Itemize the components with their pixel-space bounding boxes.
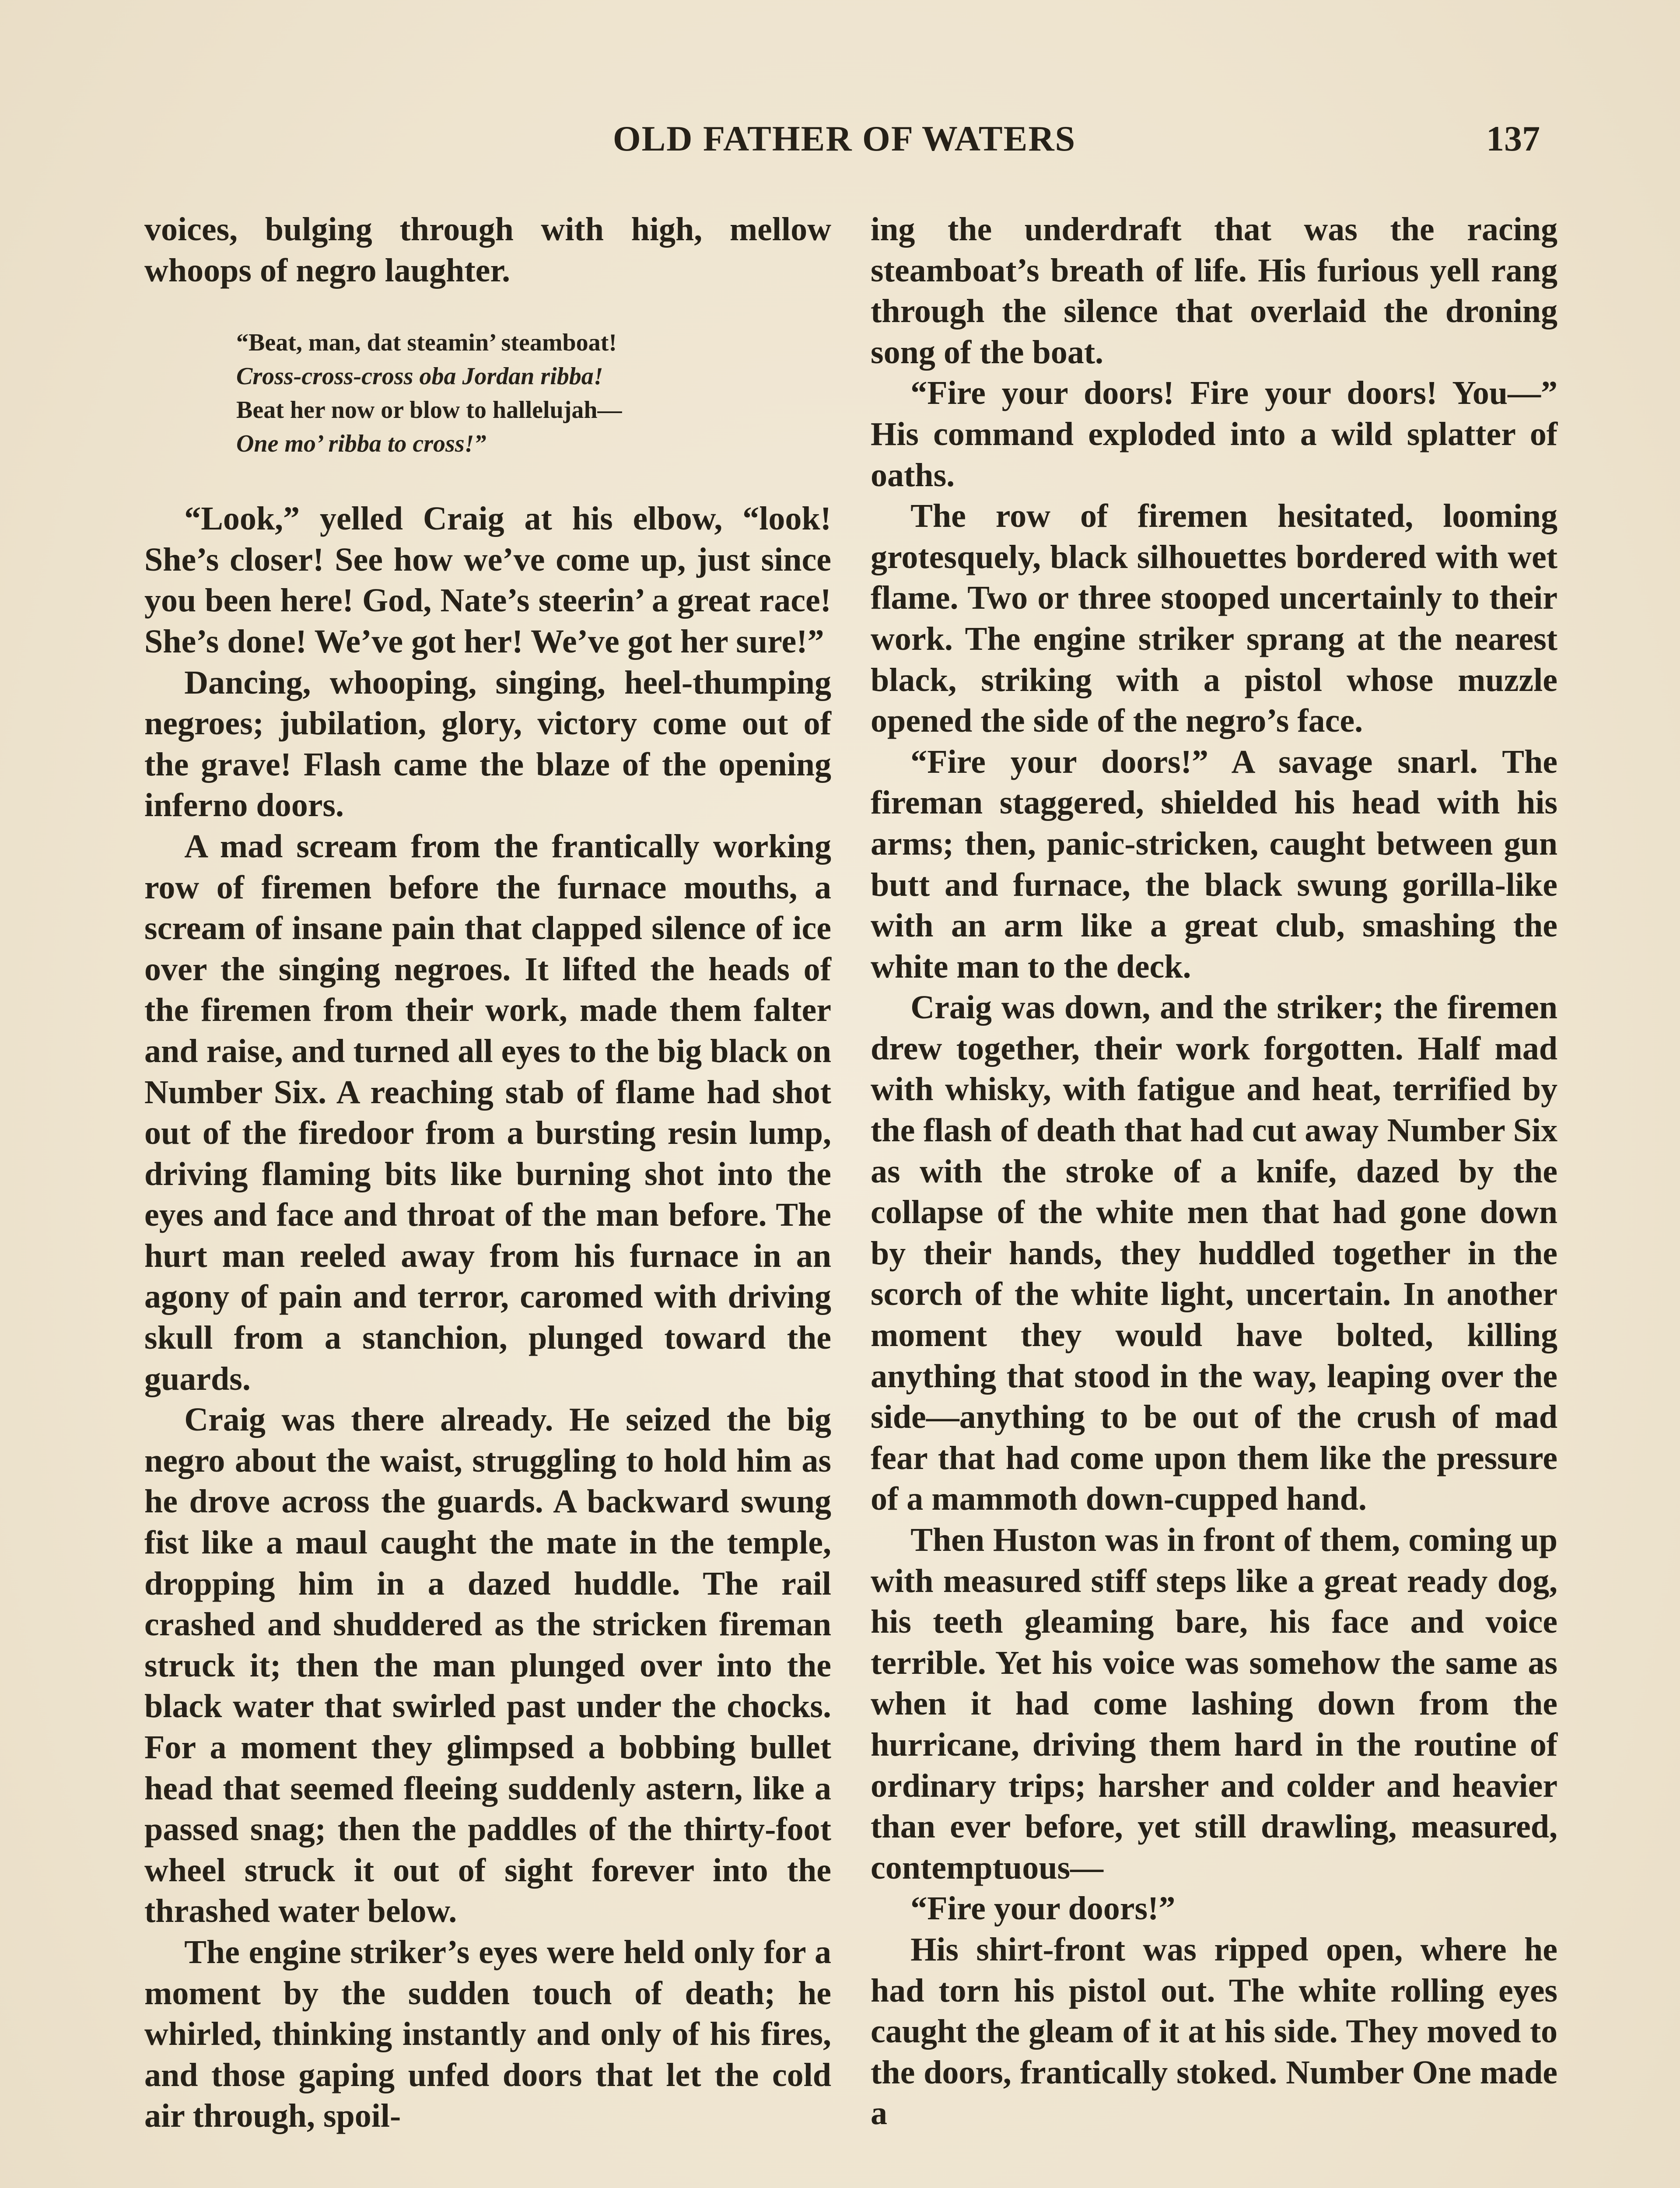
- paragraph: “Fire your doors!”: [910, 1890, 1176, 1927]
- paragraph: “Look,” yelled Craig at his elbow, “look! She’s closer! See how we’ve come up, just since you been here! God, Nate’s steerin’ a great race! She’s done! We’ve got her! We’ve got her sure!”: [144, 500, 831, 660]
- paragraph: Dancing, whooping, singing, heel-thumping negroes; jubilation, glory, victory come out of the grave! Flash came the blaze of the opening inferno doors.: [144, 664, 831, 824]
- paragraph: The row of firemen hesitated, looming grotesquely, black silhouettes bordered with wet flame. Two or three stooped uncertainly to their work. The engine striker sprang at the nearest black, striking with a pistol whose muzzle opened the side of the negro’s face.: [871, 498, 1558, 740]
- verse-block: [236, 326, 831, 461]
- running-head: [140, 115, 1549, 163]
- paragraph: The engine striker’s eyes were held only for a moment by the sudden touch of death; he whirled, thinking instantly and only of his fires, and those gaping unfed doors that let the cold air through, spoil-: [144, 1933, 831, 2135]
- paragraph: Then Huston was in front of them, coming up with measured stiff steps like a great ready dog, his teeth gleaming bare, his face and voice terrible. Yet his voice was somehow the same as when it had come lashing down from the hurricane, driving them hard in the routine of ordinary trips; harsher and colder and heavier than ever before, yet still drawling, measured, contemptuous—: [871, 1522, 1558, 1886]
- paragraph: Craig was down, and the striker; the firemen drew together, their work forgotten. Half mad with whisky, with fatigue and heat, terrified by the flash of death that had cut away Number Six as with the stroke of a knife, dazed by the collapse of the white men that had gone down by their hands, they huddled together in the scorch of the white light, uncertain. In another moment they would have bolted, killing anything that stood in the way, leaping over the side—anything to be out of the crush of mad fear that had come upon them like the pressure of a mammoth down-cupped hand.: [871, 989, 1558, 1518]
- paragraph: ing the underdraft that was the racing steamboat’s breath of life. His furious yell rang through the silence that overlaid the droning song of the boat.: [871, 211, 1558, 371]
- verse-line: Cross-cross-cross oba Jordan ribba!: [236, 363, 603, 390]
- verse-line: Beat her now or blow to hallelujah—: [236, 396, 622, 424]
- paragraph: His shirt-front was ripped open, where he had torn his pistol out. The white rolling eyes caught the gleam of it at his side. They moved to the doors, frantically stoked. Number One made a: [871, 1931, 1558, 2132]
- left-column: [144, 209, 831, 2137]
- right-column: [871, 209, 1558, 2134]
- verse-line: “Beat, man, dat steamin’ steamboat!: [236, 329, 617, 357]
- paragraph: “Fire your doors! Fire your doors! You—” His command exploded into a wild splatter of oaths.: [871, 375, 1558, 494]
- paragraph: Craig was there already. He seized the big negro about the waist, struggling to hold him as he drove across the guards. A backward swung fist like a maul caught the mate in the temple, dropping him in a dazed huddle. The rail crashed and shuddered as the stricken fireman struck it; then the man plunged over into the black water that swirled past under the chocks. For a moment they glimpsed a bobbing bullet head that seemed fleeing suddenly astern, like a passed snag; then the paddles of the thirty-foot wheel struck it out of sight forever into the thrashed water below.: [144, 1401, 831, 1930]
- running-title: OLD FATHER OF WATERS: [612, 119, 1076, 158]
- verse-line: One mo’ ribba to cross!”: [236, 430, 486, 458]
- paragraph: “Fire your doors!” A savage snarl. The fireman staggered, shielded his head with his arms; then, panic-stricken, caught between gun butt and furnace, the black swung gorilla-like with an arm like a great club, smashing the white man to the deck.: [871, 743, 1558, 985]
- paragraph: voices, bulging through with high, mellow whoops of negro laughter.: [144, 211, 831, 289]
- page-number: 137: [1486, 119, 1540, 158]
- paragraph: A mad scream from the frantically working row of firemen before the furnace mouths, a scream of insane pain that clapped silence of ice over the singing negroes. It lifted the heads of the firemen from their work, made them falter and raise, and turned all eyes to the big black on Number Six. A reaching stab of flame had shot out of the firedoor from a bursting resin lump, driving flaming bits like burning shot into the eyes and face and throat of the man before. The hurt man reeled away from his furnace in an agony of pain and terror, caromed with driving skull from a stanchion, plunged toward the guards.: [144, 828, 831, 1397]
